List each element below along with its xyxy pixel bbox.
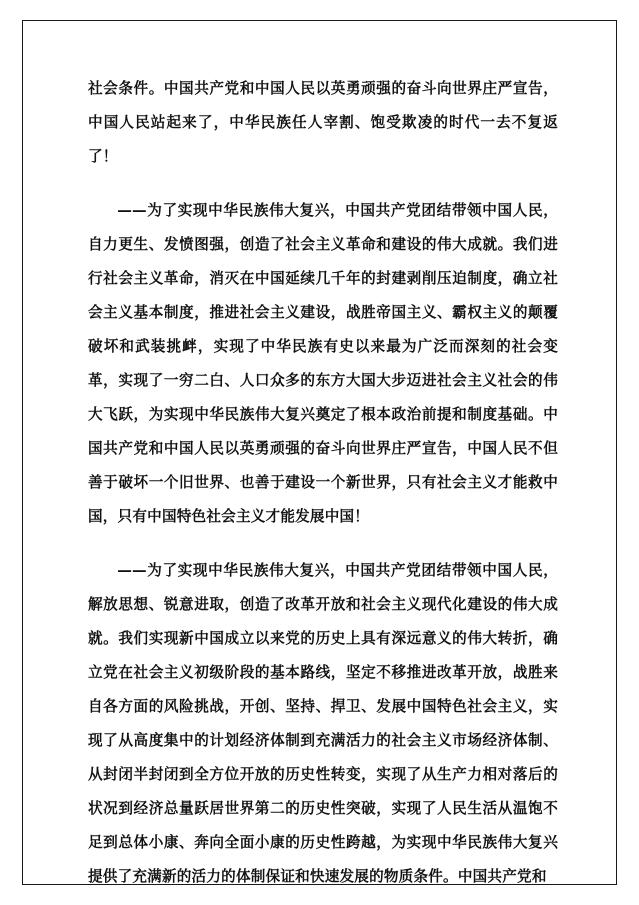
- paragraph-1: 社会条件。中国共产党和中国人民以英勇顽强的奋斗向世界庄严宣告，中国人民站起来了，中华民族任人宰割、饱受欺凌的时代一去不复返了！: [88, 80, 558, 165]
- document-body: [88, 72, 558, 894]
- paragraph-3: ——为了实现中华民族伟大复兴，中国共产党团结带领中国人民，解放思想、锐意进取，创造了改革开放和社会主义现代化建设的伟大成就。我们实现新中国成立以来党的历史上具有深远意义的伟大转折，确立党在社会主义初级阶段的基本路线，坚定不移推进改革开放，战胜来自各方面的风险挑战，开创、坚持、捍卫、发展中国特色社会主义，实现了从高度集中的计划经济体制到充满活力的社会主义市场经济体制、从封闭半封闭到全方位开放的历史性转变，实现了从生产力相对落后的状况到经济总量跃居世界第二的历史性突破，实现了人民生活从温饱不足到总体小康、奔向全面小康的历史性跨越，为实现中华民族伟大复兴提供了充满新的活力的体制保证和快速发展的物质条件。中国共产党和: [88, 562, 558, 885]
- paragraph-2: ——为了实现中华民族伟大复兴，中国共产党团结带领中国人民，自力更生、发愤图强，创造了社会主义革命和建设的伟大成就。我们进行社会主义革命，消灭在中国延续几千年的封建剥削压迫制度，确立社会主义基本制度，推进社会主义建设，战胜帝国主义、霸权主义的颠覆破坏和武装挑衅，实现了中华民族有史以来最为广泛而深刻的社会变革，实现了一穷二白、人口众多的东方大国大步迈进社会主义社会的伟大飞跃，为实现中华民族伟大复兴奠定了根本政治前提和制度基础。中国共产党和中国人民以英勇顽强的奋斗向世界庄严宣告，中国人民不但善于破坏一个旧世界、也善于建设一个新世界，只有社会主义才能救中国，只有中国特色社会主义才能发展中国！: [88, 202, 558, 525]
